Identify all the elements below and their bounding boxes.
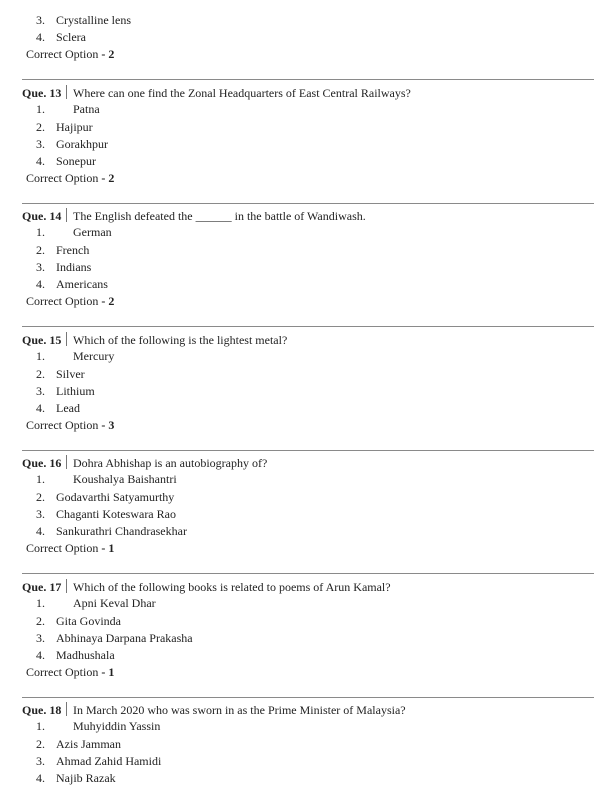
option-number: 4. xyxy=(36,401,45,415)
option-number: 3. xyxy=(36,137,45,151)
correct-option xyxy=(26,540,114,557)
question-text: In March 2020 who was sworn in as the Prime Minister of Malaysia? xyxy=(73,703,406,717)
option-row xyxy=(0,613,607,630)
option-number: 4. xyxy=(36,524,45,538)
option-number: 4. xyxy=(36,277,45,291)
option-row xyxy=(0,119,607,136)
option-row xyxy=(0,29,607,46)
question-separator xyxy=(22,450,594,451)
option-row xyxy=(0,630,607,647)
correct-option-value: - 3 xyxy=(101,418,115,432)
option-text: Patna xyxy=(73,102,100,116)
option-row xyxy=(0,366,607,383)
option-text: Lead xyxy=(56,401,80,415)
option-number: 1. xyxy=(36,102,45,116)
question-header xyxy=(22,207,366,225)
option-row xyxy=(0,383,607,400)
correct-option xyxy=(26,417,114,434)
option-row xyxy=(0,647,607,664)
option-number: 2. xyxy=(36,614,45,628)
question-separator xyxy=(22,79,594,80)
question-divider xyxy=(66,332,67,346)
correct-option-value: - 2 xyxy=(101,171,115,185)
option-row xyxy=(0,718,607,735)
question-label: Que. 16 xyxy=(22,456,62,470)
option-number: 2. xyxy=(36,367,45,381)
option-row xyxy=(0,489,607,506)
question-text: Where can one find the Zonal Headquarters of East Central Railways? xyxy=(73,86,411,100)
option-number: 4. xyxy=(36,771,45,785)
option-text: Najib Razak xyxy=(56,771,116,785)
correct-option-label: Correct Option xyxy=(26,665,99,679)
option-row xyxy=(0,736,607,753)
option-number: 4. xyxy=(36,648,45,662)
option-number: 2. xyxy=(36,490,45,504)
option-number: 3. xyxy=(36,507,45,521)
correct-option-label: Correct Option xyxy=(26,541,99,555)
question-label: Que. 13 xyxy=(22,86,62,100)
question-divider xyxy=(66,455,67,469)
option-number: 4. xyxy=(36,30,45,44)
correct-option-label: Correct Option xyxy=(26,171,99,185)
question-label: Que. 14 xyxy=(22,209,62,223)
option-row xyxy=(0,12,607,29)
question-label: Que. 15 xyxy=(22,333,62,347)
question-separator xyxy=(22,326,594,327)
option-row xyxy=(0,242,607,259)
option-number: 3. xyxy=(36,384,45,398)
correct-option-value: - 1 xyxy=(101,665,115,679)
correct-option-value: - 1 xyxy=(101,541,115,555)
option-number: 2. xyxy=(36,120,45,134)
option-text: Indians xyxy=(56,260,92,274)
option-row xyxy=(0,101,607,118)
correct-option xyxy=(26,664,114,681)
option-number: 2. xyxy=(36,737,45,751)
option-text: Azis Jamman xyxy=(56,737,121,751)
option-text: Apni Keval Dhar xyxy=(73,596,156,610)
question-header xyxy=(22,701,406,719)
option-number: 1. xyxy=(36,349,45,363)
question-text: Which of the following is the lightest metal? xyxy=(73,333,288,347)
option-number: 2. xyxy=(36,243,45,257)
option-text: Ahmad Zahid Hamidi xyxy=(56,754,162,768)
option-text: Madhushala xyxy=(56,648,115,662)
question-separator xyxy=(22,697,594,698)
question-divider xyxy=(66,702,67,716)
option-number: 1. xyxy=(36,472,45,486)
option-number: 3. xyxy=(36,631,45,645)
option-number: 3. xyxy=(36,13,45,27)
option-number: 1. xyxy=(36,225,45,239)
correct-option-label: Correct Option xyxy=(26,294,99,308)
option-row xyxy=(0,136,607,153)
correct-option xyxy=(26,46,114,63)
option-number: 4. xyxy=(36,154,45,168)
option-text: Gita Govinda xyxy=(56,614,121,628)
correct-option xyxy=(26,170,114,187)
correct-option-value: - 2 xyxy=(101,294,115,308)
question-separator xyxy=(22,203,594,204)
question-divider xyxy=(66,85,67,99)
question-header xyxy=(22,578,391,596)
option-text: French xyxy=(56,243,90,257)
option-text: Chaganti Koteswara Rao xyxy=(56,507,176,521)
option-text: Gorakhpur xyxy=(56,137,108,151)
correct-option-label: Correct Option xyxy=(26,47,99,61)
question-text: Which of the following books is related to poems of Arun Kamal? xyxy=(73,580,391,594)
question-divider xyxy=(66,208,67,222)
option-number: 3. xyxy=(36,260,45,274)
question-header xyxy=(22,84,411,102)
option-number: 1. xyxy=(36,596,45,610)
option-row xyxy=(0,471,607,488)
option-text: Silver xyxy=(56,367,85,381)
question-divider xyxy=(66,579,67,593)
option-text: Mercury xyxy=(73,349,115,363)
option-text: Lithium xyxy=(56,384,95,398)
question-text: Dohra Abhishap is an autobiography of? xyxy=(73,456,268,470)
question-label: Que. 18 xyxy=(22,703,62,717)
option-text: Sclera xyxy=(56,30,86,44)
question-header xyxy=(22,331,287,349)
option-text: Godavarthi Satyamurthy xyxy=(56,490,175,504)
correct-option xyxy=(26,293,114,310)
option-text: Muhyiddin Yassin xyxy=(73,719,161,733)
option-row xyxy=(0,224,607,241)
question-separator xyxy=(22,573,594,574)
option-row xyxy=(0,276,607,293)
option-text: Hajipur xyxy=(56,120,93,134)
option-row xyxy=(0,506,607,523)
option-text: Sankurathri Chandrasekhar xyxy=(56,524,187,538)
option-row xyxy=(0,753,607,770)
option-row xyxy=(0,348,607,365)
option-row xyxy=(0,259,607,276)
option-row xyxy=(0,153,607,170)
option-text: Americans xyxy=(56,277,108,291)
option-text: German xyxy=(73,225,112,239)
option-number: 3. xyxy=(36,754,45,768)
correct-option-label: Correct Option xyxy=(26,418,99,432)
option-text: Sonepur xyxy=(56,154,96,168)
correct-option-value: - 2 xyxy=(101,47,115,61)
question-header xyxy=(22,454,267,472)
option-text: Abhinaya Darpana Prakasha xyxy=(56,631,193,645)
option-number: 1. xyxy=(36,719,45,733)
option-text: Koushalya Baishantri xyxy=(73,472,177,486)
option-row xyxy=(0,523,607,540)
option-row xyxy=(0,595,607,612)
question-text: The English defeated the ______ in the battle of Wandiwash. xyxy=(73,209,366,223)
option-text: Crystalline lens xyxy=(56,13,131,27)
question-label: Que. 17 xyxy=(22,580,62,594)
option-row xyxy=(0,770,607,787)
option-row xyxy=(0,400,607,417)
